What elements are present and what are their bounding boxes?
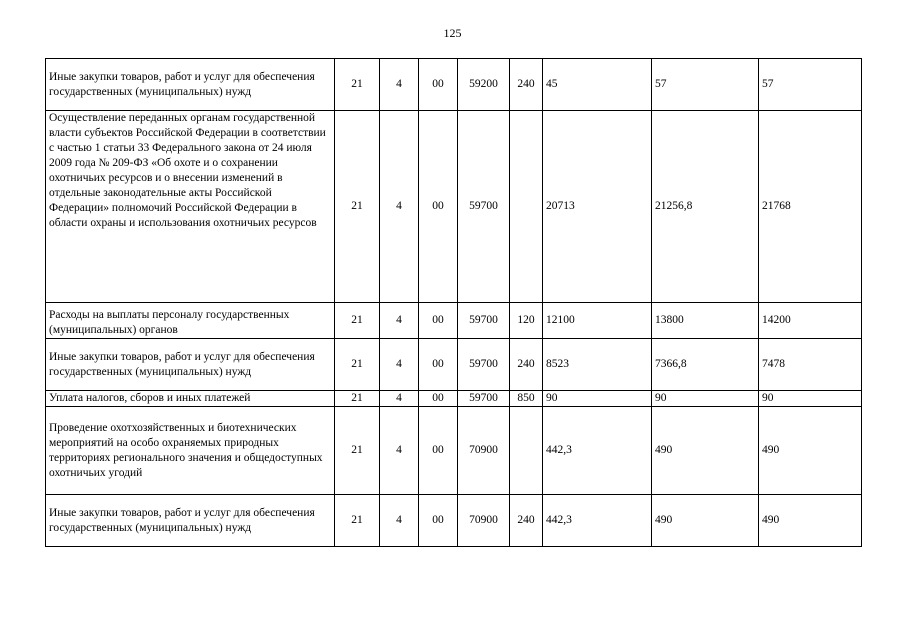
row-name: Расходы на выплаты персоналу государственных (муниципальных) органов: [46, 303, 335, 339]
cell-value-1: 20713: [543, 111, 652, 303]
budget-table: [45, 58, 862, 547]
cell-code-5: 240: [510, 339, 543, 391]
cell-code-5: [510, 407, 543, 495]
cell-code-1: 21: [335, 495, 380, 547]
cell-value-2: 490: [652, 495, 759, 547]
row-name: Иные закупки товаров, работ и услуг для обеспечения государственных (муниципальных) нужд: [46, 59, 335, 111]
cell-code-2: 4: [380, 303, 419, 339]
cell-code-4: 59700: [458, 339, 510, 391]
cell-code-5: 850: [510, 391, 543, 407]
cell-code-3: 00: [419, 59, 458, 111]
cell-code-1: 21: [335, 303, 380, 339]
row-name: Осуществление переданных органам государственной власти субъектов Российской Федерации в соответствии с частью 1 статьи 33 Федерального закона от 24 июля 2009 года № 209-ФЗ «Об охоте и о сохранении охотничьих ресурсов и о внесении изменений в отдельные законодательные акты Российской Федерации» полномочий Российской Федерации в области охраны и использования охотничьих ресурсов: [46, 111, 335, 303]
table-row: [46, 407, 862, 495]
cell-value-3: 7478: [759, 339, 862, 391]
cell-code-1: 21: [335, 391, 380, 407]
page-number: 125: [443, 26, 462, 40]
cell-value-2: 490: [652, 407, 759, 495]
cell-value-1: 12100: [543, 303, 652, 339]
cell-code-2: 4: [380, 495, 419, 547]
cell-code-2: 4: [380, 339, 419, 391]
cell-code-5: 120: [510, 303, 543, 339]
row-name: Уплата налогов, сборов и иных платежей: [46, 391, 335, 407]
row-name: Иные закупки товаров, работ и услуг для обеспечения государственных (муниципальных) нужд: [46, 495, 335, 547]
cell-code-4: 59700: [458, 111, 510, 303]
cell-value-1: 90: [543, 391, 652, 407]
cell-value-1: 442,3: [543, 407, 652, 495]
cell-value-2: 7366,8: [652, 339, 759, 391]
cell-code-2: 4: [380, 407, 419, 495]
cell-code-3: 00: [419, 495, 458, 547]
cell-code-1: 21: [335, 111, 380, 303]
cell-code-4: 70900: [458, 495, 510, 547]
cell-code-1: 21: [335, 59, 380, 111]
cell-code-4: 59700: [458, 303, 510, 339]
cell-code-1: 21: [335, 407, 380, 495]
table-row: [46, 303, 862, 339]
cell-code-4: 59700: [458, 391, 510, 407]
cell-code-3: 00: [419, 303, 458, 339]
cell-code-2: 4: [380, 59, 419, 111]
cell-value-3: 57: [759, 59, 862, 111]
cell-code-3: 00: [419, 407, 458, 495]
table-row: [46, 391, 862, 407]
cell-code-2: 4: [380, 111, 419, 303]
table-row: [46, 59, 862, 111]
cell-value-1: 8523: [543, 339, 652, 391]
cell-code-1: 21: [335, 339, 380, 391]
cell-code-5: [510, 111, 543, 303]
table-row: [46, 111, 862, 303]
cell-value-2: 57: [652, 59, 759, 111]
cell-code-4: 70900: [458, 407, 510, 495]
cell-value-1: 45: [543, 59, 652, 111]
cell-code-3: 00: [419, 111, 458, 303]
cell-value-3: 21768: [759, 111, 862, 303]
cell-code-4: 59200: [458, 59, 510, 111]
cell-value-3: 14200: [759, 303, 862, 339]
cell-value-2: 90: [652, 391, 759, 407]
cell-code-5: 240: [510, 59, 543, 111]
row-name: Иные закупки товаров, работ и услуг для обеспечения государственных (муниципальных) нужд: [46, 339, 335, 391]
cell-code-3: 00: [419, 339, 458, 391]
row-name: Проведение охотхозяйственных и биотехнических мероприятий на особо охраняемых природных территориях регионального значения и общедоступных охотничьих угодий: [46, 407, 335, 495]
cell-value-3: 90: [759, 391, 862, 407]
cell-value-1: 442,3: [543, 495, 652, 547]
cell-code-3: 00: [419, 391, 458, 407]
cell-code-2: 4: [380, 391, 419, 407]
cell-code-5: 240: [510, 495, 543, 547]
table-row: [46, 495, 862, 547]
cell-value-3: 490: [759, 495, 862, 547]
table-row: [46, 339, 862, 391]
cell-value-2: 13800: [652, 303, 759, 339]
cell-value-3: 490: [759, 407, 862, 495]
cell-value-2: 21256,8: [652, 111, 759, 303]
